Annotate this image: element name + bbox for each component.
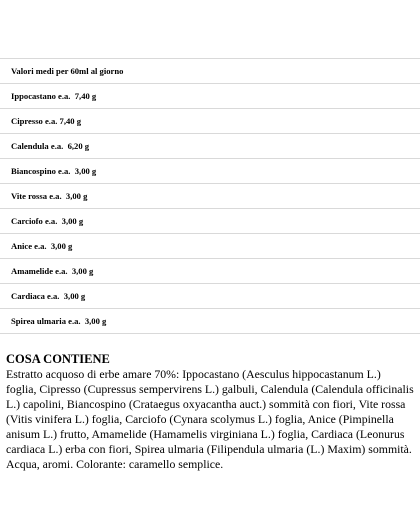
table-row: [0, 234, 420, 259]
table-row-text: Carciofo e.a. 3,00 g: [11, 216, 84, 226]
table-row: [0, 209, 420, 234]
table-row: [0, 159, 420, 184]
section-title: COSA CONTIENE: [6, 352, 110, 366]
table-row-text: Spirea ulmaria e.a. 3,00 g: [11, 316, 107, 326]
table-header-row: [0, 59, 420, 84]
nutrition-table: [0, 58, 420, 334]
table-row-text: Anice e.a. 3,00 g: [11, 241, 73, 251]
ingredients-text: Estratto acquoso di erbe amare 70%: Ippocastano (Aesculus hippocastanum L.) foglia, Cipresso (Cupressus sempervirens L.) galbuli, Calendula (Calendula officinalis L.) capolini, Biancospino (Crataegus oxyacantha auct.) sommità con fiori, Vite rossa (Vitis vinifera L.) foglia, Carciofo (Cynara scolymus L.) foglia, Anice (Pimpinella anisum L.) frutto, Amamelide (Hamamelis virginiana L.) foglia, Cardiaca (Leonurus cardiaca L.) erba con fiori, Spirea ulmaria (Filipendula ulmaria (L.) Maxim) sommità. Acqua, aromi. Colorante: caramello semplice.: [6, 367, 414, 471]
table-row: [0, 284, 420, 309]
table-header-text: Valori medi per 60ml al giorno: [11, 66, 124, 76]
table-row-text: Biancospino e.a. 3,00 g: [11, 166, 97, 176]
table-row: [0, 134, 420, 159]
table-row: [0, 309, 420, 334]
table-row-text: Calendula e.a. 6,20 g: [11, 141, 90, 151]
table-row-text: Amamelide e.a. 3,00 g: [11, 266, 94, 276]
table-row: [0, 184, 420, 209]
ingredients-section: [6, 352, 414, 472]
table-row-text: Vite rossa e.a. 3,00 g: [11, 191, 88, 201]
table-row: [0, 109, 420, 134]
table-row-text: Cardiaca e.a. 3,00 g: [11, 291, 86, 301]
table-row: [0, 259, 420, 284]
table-row: [0, 84, 420, 109]
table-row-text: Ippocastano e.a. 7,40 g: [11, 91, 97, 101]
table-row-text: Cipresso e.a. 7,40 g: [11, 116, 82, 126]
